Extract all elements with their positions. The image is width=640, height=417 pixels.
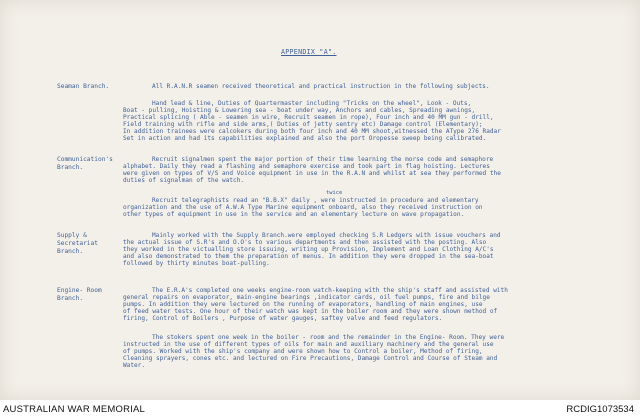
paragraph-line: Field training with rifle and side arms,( Duties of jetty sentry etc) Damage control (Elementary);	[123, 121, 483, 128]
supply-branch-label: Supply & Secretariat Branch.	[57, 232, 98, 255]
paragraph-line: instructed in the use of different types of oils for main and auxiliary machinery and the general use	[123, 341, 494, 348]
paragraph-line: of feed water tests. One hour of their watch was kept in the boiler room and they were shown method of	[123, 308, 498, 315]
paragraph-line: pumps. In addition they were lectured on the running of evaporators, handling of main engines, use	[123, 301, 483, 308]
appendix-heading: APPENDIX "A".	[281, 48, 337, 56]
paragraph-line: of pumps. Worked with the ship's company and were shown how to Control a boiler, Method of firing,	[123, 348, 483, 355]
paragraph-line: Water.	[123, 362, 146, 369]
paragraph-line: Cleaning sprayers, cones etc. and lectured on Fire Precautions, Damage Control and Course of Steam and	[123, 355, 498, 362]
seaman-branch-label: Seaman Branch.	[57, 83, 110, 90]
paragraph-line: duties of signalman of the watch.	[123, 177, 245, 184]
paragraph-line: alphabet. Daily they read a flashing and semaphore exercise and took part in flag hoisting. Lectures	[123, 163, 490, 170]
paragraph-line: Set in action and had its capabilities explained and also the port Oropesse sweep being calibrated.	[123, 135, 487, 142]
paragraph-line: Recruit telegraphists read an "B.B.X" daily , were instructed in procedure and elementary	[152, 197, 479, 204]
institution-name: AUSTRALIAN WAR MEMORIAL	[3, 404, 146, 415]
paragraph-line: were given on types of V/S and Voice equipment in use in the R.A.N and whilst at sea they performed the	[123, 170, 501, 177]
engine-room-branch-label: Engine- Room Branch.	[57, 287, 102, 302]
paragraph-line: Mainly worked with the Supply Branch.were employed checking S.R Ledgers with issue vouchers and	[152, 232, 501, 239]
paragraph-line: Boat - pulling, Hoisting & Lowering sea - boat under way, Anchors and cables, Spreading awnings,	[123, 107, 476, 114]
paragraph-line: Recruit signalmen spent the major portion of their time learning the morse code and semaphore	[152, 156, 494, 163]
paragraph-line: and also demonstrated to them the preparation of menus. In addition they were dropped in the sea-boat	[123, 253, 494, 260]
paragraph-line: organization and the use of A.W.A Type Marine equipment onboard, also they received instruction on	[123, 204, 483, 211]
paragraph-line: Hand lead & line, Duties of Quartermaster including "Tricks on the wheel", Look - Outs,	[152, 100, 472, 107]
paragraph-line: The E.R.A's completed one weeks engine-room watch-keeping with the ship's staff and assisted with	[152, 287, 508, 294]
archive-footer	[0, 400, 640, 417]
record-reference: RCDIG1073534	[566, 404, 634, 415]
paragraph-line: followed by thirty minutes boat-pulling.	[123, 260, 270, 267]
paragraph-line: they worked in the victualling store issuing, writing up Provision, Implement and Loan Clothing A/C's	[123, 246, 494, 253]
paragraph-line: In addition trainees were calcokers during both four inch and 40 MM shoot,witnessed the AType 276 Radar	[123, 128, 501, 135]
handwritten-insert-twice: twice	[326, 190, 343, 196]
paragraph-line: firing, Control of Boilers , Purpose of water gauges, saftey valve and feed regulators.	[123, 315, 443, 322]
paragraph-line: the actual issue of S.R's and O.O's to various departments and then assisted with the posting. Also	[123, 239, 487, 246]
seaman-intro-line: All R.A.N.R seamen received theoretical and practical instruction in the following subjects.	[152, 83, 490, 90]
paragraph-line: general repairs on evaporator, main-engine bearings ,indicator cards, oil fuel pumps, fire and bilge	[123, 294, 490, 301]
paragraph-line: The stokers spent one week in the boiler - room and the remainder in the Engine- Room. They were	[152, 334, 505, 341]
communications-branch-label: Communication's Branch.	[57, 156, 113, 171]
paragraph-line: other types of equipment in use in the service and an elementary lecture on wave propagation.	[123, 211, 465, 218]
paragraph-line: Practical splicing ( Able - seamen in wire, Recruit seamen in rope), Four inch and 40 MM gun - drill,	[123, 114, 494, 121]
